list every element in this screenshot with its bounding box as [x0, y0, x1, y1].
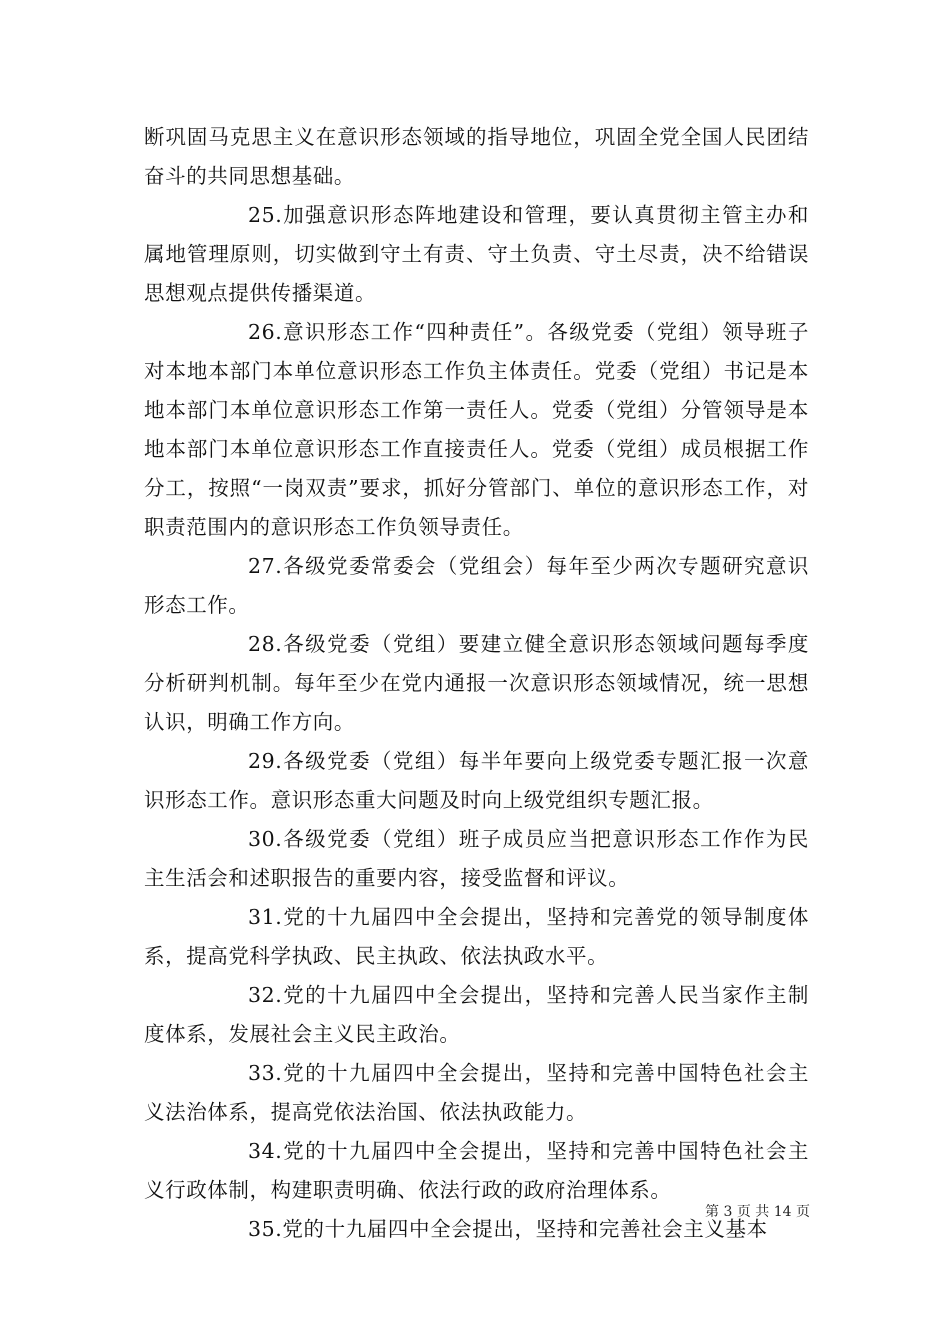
paragraph: 34.党的十九届四中全会提出，坚持和完善中国特色社会主义行政体制，构建职责明确、依法行政的政府治理体系。	[144, 1139, 809, 1202]
paragraph: 32.党的十九届四中全会提出，坚持和完善人民当家作主制度体系，发展社会主义民主政治。	[144, 983, 809, 1046]
paragraph: 28.各级党委（党组）要建立健全意识形态领域问题每季度分析研判机制。每年至少在党内通报一次意识形态领域情况，统一思想认识，明确工作方向。	[144, 632, 809, 734]
paragraph: 26.意识形态工作“四种责任”。各级党委（党组）领导班子对本地本部门本单位意识形态工作负主体责任。党委（党组）书记是本地本部门本单位意识形态工作第一责任人。党委（党组）分管领导是本地本部门本单位意识形态工作直接责任人。党委（党组）成员根据工作分工，按照“一岗双责”要求，抓好分管部门、单位的意识形态工作，对职责范围内的意识形态工作负领导责任。	[144, 320, 809, 539]
paragraph: 25.加强意识形态阵地建设和管理，要认真贯彻主管主办和属地管理原则，切实做到守土有责、守土负责、守土尽责，决不给错误思想观点提供传播渠道。	[144, 203, 809, 305]
paragraph: 31.党的十九届四中全会提出，坚持和完善党的领导制度体系，提高党科学执政、民主执政、依法执政水平。	[144, 905, 809, 968]
paragraph: 33.党的十九届四中全会提出，坚持和完善中国特色社会主义法治体系，提高党依法治国、依法执政能力。	[144, 1061, 809, 1124]
paragraph: 30.各级党委（党组）班子成员应当把意识形态工作作为民主生活会和述职报告的重要内容，接受监督和评议。	[144, 827, 809, 890]
paragraph: 35.党的十九届四中全会提出，坚持和完善社会主义基本	[248, 1217, 768, 1241]
paragraph: 27.各级党委常委会（党组会）每年至少两次专题研究意识形态工作。	[144, 554, 809, 617]
document-body	[144, 118, 809, 1249]
paragraph: 断巩固马克思主义在意识形态领域的指导地位，巩固全党全国人民团结奋斗的共同思想基础。	[144, 125, 809, 188]
paragraph: 29.各级党委（党组）每半年要向上级党委专题汇报一次意识形态工作。意识形态重大问题及时向上级党组织专题汇报。	[144, 749, 809, 812]
page-number-footer: 第 3 页 共 14 页	[705, 1204, 810, 1220]
